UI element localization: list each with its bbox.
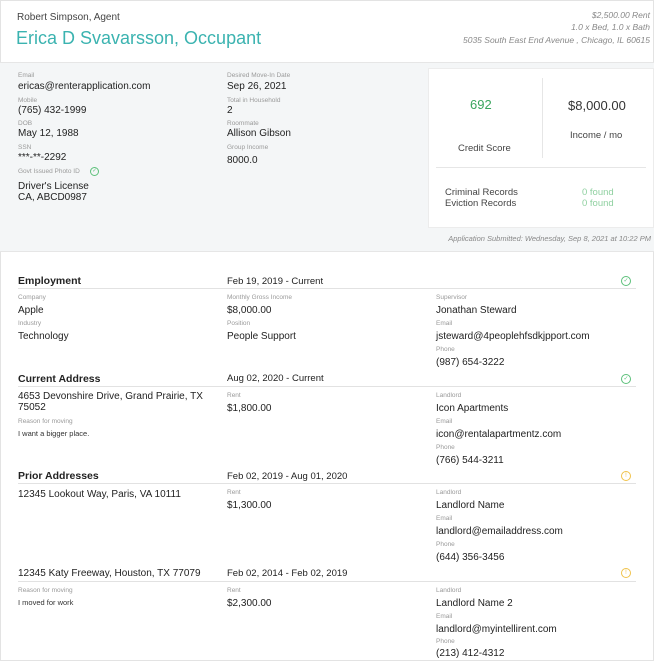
current-address-line2: 75052: [18, 402, 46, 413]
rent-label: Rent: [227, 392, 241, 399]
check-circle-icon: ✓: [90, 167, 99, 176]
move-in-value: Sep 26, 2021: [227, 81, 287, 92]
landlord-email-label: Email: [436, 613, 453, 620]
move-in-label: Desired Move-In Date: [227, 72, 291, 79]
prior-addresses-heading: Prior Addresses: [18, 470, 99, 482]
company-label: Company: [18, 294, 46, 301]
submitted-date: Application Submitted: Wednesday, Sep 8, 2021 at 10:22 PM: [448, 234, 651, 243]
reason-value: I moved for work: [18, 598, 74, 607]
income-value: $8,000.00: [568, 98, 626, 113]
photo-id-number: CA, ABCD0987: [18, 192, 87, 203]
landlord-value: Landlord Name: [436, 500, 505, 511]
credit-score-value: 692: [470, 97, 492, 112]
group-income-label: Group Income: [227, 144, 269, 151]
landlord-phone: (766) 544-3211: [436, 455, 504, 466]
supervisor-phone: (987) 654-3222: [436, 357, 505, 368]
landlord-label: Landlord: [436, 392, 462, 399]
position-value: People Support: [227, 331, 296, 342]
eviction-records-value: 0 found: [582, 198, 614, 209]
landlord-label: Landlord: [436, 489, 462, 496]
current-address-heading: Current Address: [18, 373, 101, 385]
employment-heading: Employment: [18, 275, 82, 287]
rent-label: Rent: [227, 489, 241, 496]
roommate-label: Roommate: [227, 120, 259, 127]
ssn-label: SSN: [18, 144, 32, 151]
rent-value: $1,300.00: [227, 500, 272, 511]
supervisor-phone-label: Phone: [436, 346, 455, 353]
landlord-value: Icon Apartments: [436, 403, 509, 414]
landlord-phone-label: Phone: [436, 638, 455, 645]
landlord-label: Landlord: [436, 587, 462, 594]
agent-name: Robert Simpson, Agent: [17, 12, 120, 23]
card-separator: [436, 167, 646, 168]
income-label: Income / mo: [570, 130, 623, 141]
rent-amount: $2,500.00 Rent: [591, 10, 650, 20]
dob-value: May 12, 1988: [18, 128, 79, 139]
divider: [18, 483, 636, 484]
photo-id-label: Govt Issued Photo ID: [18, 168, 80, 175]
property-address: 5035 South East End Avenue , Chicago, IL 60615: [463, 35, 650, 45]
landlord-email: icon@rentalapartmentz.com: [436, 429, 562, 440]
ssn-value: ***-**-2292: [18, 152, 67, 163]
eviction-records-label: Eviction Records: [445, 198, 517, 209]
rent-value: $1,800.00: [227, 403, 272, 414]
landlord-email-label: Email: [436, 418, 453, 425]
company-value: Apple: [18, 305, 44, 316]
industry-value: Technology: [18, 331, 69, 342]
warning-circle-icon: !: [621, 471, 631, 481]
reason-value: I want a bigger place.: [18, 429, 90, 438]
credit-score-label: Credit Score: [458, 143, 511, 154]
landlord-phone: (644) 356-3456: [436, 552, 505, 563]
check-circle-icon: ✓: [621, 374, 631, 384]
reason-label: Reason for moving: [18, 418, 73, 425]
position-label: Position: [227, 320, 251, 327]
email-label: Email: [18, 72, 35, 79]
landlord-email-label: Email: [436, 515, 453, 522]
income-value: $8,000.00: [227, 305, 272, 316]
prior-address: 12345 Lookout Way, Paris, VA 10111: [18, 489, 181, 500]
supervisor-email-label: Email: [436, 320, 453, 327]
unit-details: 1.0 x Bed, 1.0 x Bath: [571, 22, 650, 32]
group-income-value: 8000.0: [227, 155, 258, 166]
employment-dates: Feb 19, 2019 - Current: [227, 276, 324, 287]
email-value: ericas@renterapplication.com: [18, 81, 151, 92]
current-address-dates: Aug 02, 2020 - Current: [227, 373, 324, 384]
mobile-label: Mobile: [18, 97, 38, 104]
rent-value: $2,300.00: [227, 598, 272, 609]
landlord-phone-label: Phone: [436, 444, 455, 451]
criminal-records-value: 0 found: [582, 187, 614, 198]
prior-address-dates: Feb 02, 2019 - Aug 01, 2020: [227, 471, 348, 482]
industry-label: Industry: [18, 320, 42, 327]
dob-label: DOB: [18, 120, 33, 127]
landlord-email: landlord@emailaddress.com: [436, 526, 563, 537]
criminal-records-label: Criminal Records: [445, 187, 518, 198]
supervisor-value: Jonathan Steward: [436, 305, 517, 316]
prior-address: 12345 Katy Freeway, Houston, TX 77079: [18, 568, 201, 579]
landlord-email: landlord@myintellirent.com: [436, 624, 557, 635]
check-circle-icon: ✓: [621, 276, 631, 286]
landlord-phone: (213) 412-4312: [436, 648, 505, 659]
roommate-value: Allison Gibson: [227, 128, 291, 139]
landlord-phone-label: Phone: [436, 541, 455, 548]
supervisor-email: jsteward@4peoplehfsdkjpport.com: [436, 331, 590, 342]
household-label: Total in Household: [227, 97, 281, 104]
household-value: 2: [227, 105, 233, 116]
current-address-line1: 4653 Devonshire Drive, Grand Prairie, TX: [18, 391, 203, 402]
divider: [18, 386, 636, 387]
income-label: Monthly Gross Income: [227, 294, 293, 301]
divider: [18, 581, 636, 582]
reason-label: Reason for moving: [18, 587, 73, 594]
photo-id-type: Driver's License: [18, 181, 89, 192]
warning-circle-icon: !: [621, 568, 631, 578]
landlord-value: Landlord Name 2: [436, 598, 513, 609]
mobile-value: (765) 432-1999: [18, 105, 87, 116]
divider: [18, 288, 636, 289]
prior-address-dates: Feb 02, 2014 - Feb 02, 2019: [227, 568, 348, 579]
occupant-name: Erica D Svavarsson, Occupant: [16, 28, 262, 48]
card-divider: [542, 78, 543, 158]
supervisor-label: Supervisor: [436, 294, 468, 301]
rent-label: Rent: [227, 587, 241, 594]
